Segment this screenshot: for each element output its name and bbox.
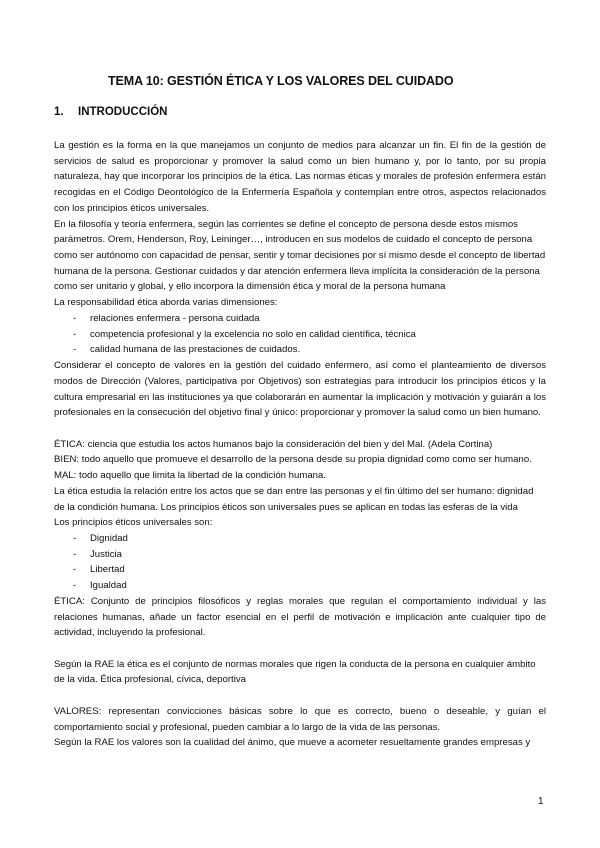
bullet-dash: - (73, 580, 77, 592)
list-item (54, 531, 546, 547)
list-item (54, 578, 546, 594)
document-title: TEMA 10: GESTIÓN ÉTICA Y LOS VALORES DEL CUIDADO (108, 74, 454, 88)
document-body (54, 138, 546, 751)
bullet-dash: - (73, 532, 77, 544)
bullet-dash: - (73, 548, 77, 560)
bullet-dash: - (73, 312, 77, 324)
page-number: 1 (538, 796, 544, 807)
paragraph-rae-etica: Según la RAE la ética es el conjunto de normas morales que rigen la conducta de la persona en cualquier ámbito de la vida. Ética profesional, cívica, deportiva (54, 658, 536, 686)
list-item (54, 562, 546, 578)
list-item-text: Libertad (90, 564, 125, 576)
bullet-dash: - (73, 344, 77, 356)
paragraph-principios-intro: Los principios éticos universales son: (54, 517, 213, 529)
paragraph-mal-definition: MAL: todo aquello que limita la libertad de la condición humana. (54, 470, 326, 482)
paragraph-bien-definition: BIEN: todo aquello que promueve el desarrollo de la persona desde su propia dignidad como como ser humano. (54, 454, 532, 466)
paragraph-rae-valores: Según la RAE los valores son la cualidad del ánimo, que mueve a acometer resueltamente grandes empresas y (54, 737, 531, 749)
list-item-text: Justicia (90, 548, 122, 560)
bullet-dash: - (73, 328, 77, 340)
paragraph-etica-relacion: La ética estudia la relación entre los actos que se dan entre las personas y el fin último del ser humano: dignidad de la condición humana. Los principios éticos son universales pues se aplican en todas las esferas de la vida (54, 485, 534, 513)
paragraph-gap (54, 688, 546, 704)
paragraph-gestion: La gestión es la forma en la que manejamos un conjunto de medios para alcanzar un fin. El fin de la gestión de servicios de salud es proporcionar y promover la salud como un bien humano y, por lo tanto, por su propia naturaleza, hay que incorporar los principios de la ética. Las normas éticas y morales de profesión enfermera están recogidas en el Código Deontológico de la Enfermería Española y contemplan entre otros, aspectos relacionados con los principios éticos universales. (54, 140, 546, 214)
paragraph-filosofia: En la filosofía y teoría enfermera, según las corrientes se define el concepto de persona desde estos mismos parámetros. Orem, Henderson, Roy, Leininger…, introducen en sus modelos de cuidado el concepto de persona como ser autónomo con capacidad de pensar, sentir y tomar decisiones por sí mismo desde el concepto de libertad humana de la persona. Gestionar cuidados y dar atención enfermera lleva implícita la consideración de la persona como ser unitario y global, y ello incorpora la dimensión ética y moral de la persona humana (54, 218, 546, 293)
paragraph-etica-definition: ÉTICA: ciencia que estudia los actos humanos bajo la consideración del bien y del Mal. (Adela Cortina) (54, 438, 493, 450)
list-item (54, 311, 546, 327)
section-heading (54, 106, 167, 118)
list-item (54, 547, 546, 563)
list-item-text: Dignidad (90, 532, 128, 544)
bullet-dash: - (73, 564, 77, 576)
paragraph-gap (54, 421, 546, 437)
list-item-text: Igualdad (90, 580, 127, 592)
section-number: 1. (54, 106, 64, 118)
list-item-text: calidad humana de las prestaciones de cuidados. (90, 344, 301, 356)
paragraph-etica-conjunto: ÉTICA: Conjunto de principios filosóficos y reglas morales que regulan el comportamiento individual y las relaciones humanas, añade un factor esencial en el perfil de motivación e implicación ante cualquier tipo de actividad, incluyendo la profesional. (54, 595, 546, 639)
section-title: INTRODUCCIÓN (78, 106, 168, 118)
paragraph-valores-gestion: Considerar el concepto de valores en la gestión del cuidado enfermero, así como el planteamiento de diversos modos de Dirección (Valores, participativa por Objetivos) son estrategias para introducir los principios éticos y la cultura empresarial en las instituciones ya que colaborarán en aumentar la implicación y motivación y guiarán a los profesionales en la consecución del objetivo final y único: proporcionar y promover la salud como un bien humano. (54, 360, 546, 419)
list-item (54, 342, 546, 358)
list-item-text: relaciones enfermera - persona cuidada (90, 312, 260, 324)
list-item-text: competencia profesional y la excelencia no solo en calidad científica, técnica (90, 328, 416, 340)
list-item (54, 327, 546, 343)
paragraph-gap (54, 641, 546, 657)
paragraph-responsabilidad: La responsabilidad ética aborda varias dimensiones: (54, 297, 278, 309)
paragraph-valores-definition: VALORES: representan convicciones básicas sobre lo que es correcto, bueno o deseable, y guían el comportamiento social y profesional, pueden cambiar a lo largo de la vida de las personas. (54, 705, 546, 733)
